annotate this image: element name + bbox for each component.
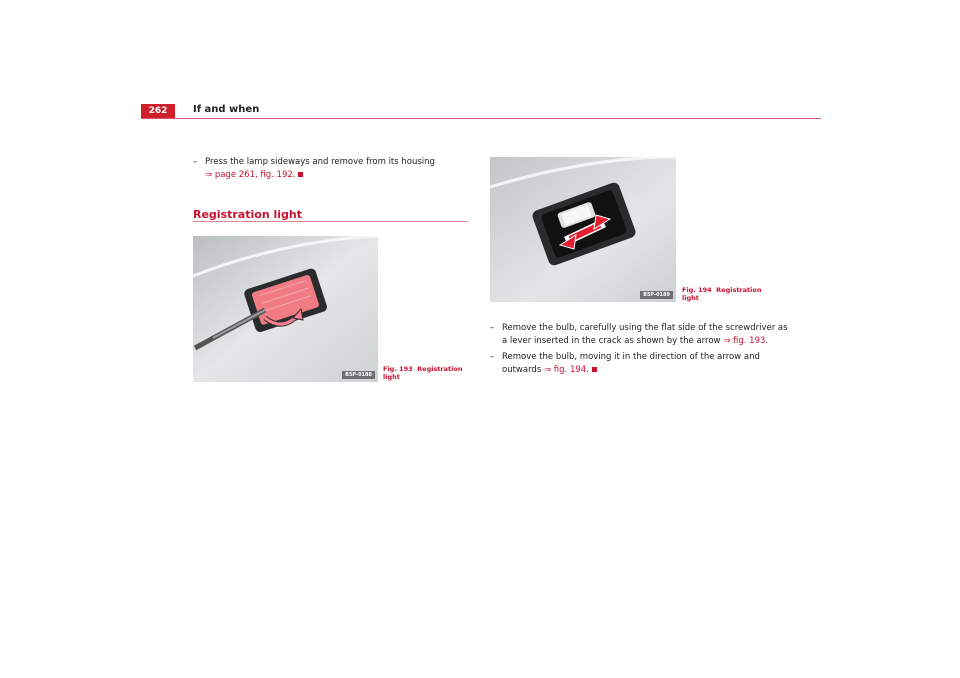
step-dash: – [193,157,198,167]
header-divider [141,118,821,119]
figure-link[interactable]: ⇒ fig. 194 [543,365,587,375]
figure-193 [193,236,378,382]
section-divider [193,221,468,222]
step-text: Press the lamp sideways and remove from its housing [205,157,435,167]
figure-code: B5P-0189 [640,291,673,299]
figure-194 [490,157,676,302]
end-marker-icon [592,367,597,372]
step-text: Remove the bulb, moving it in the direction of the arrow and outwards [502,352,760,375]
figure-number: Fig. 193 [383,365,413,373]
end-marker-icon [298,172,303,177]
figure-193-caption [383,365,473,381]
step-remove-bulb-outwards: – Remove the bulb, moving it in the direction of the arrow and outwards ⇒ fig. 194. [490,352,760,375]
registration-light-bulb-illustration [490,157,676,302]
figure-caption-text: Registration light [682,286,762,302]
figure-code: B5P-0188 [342,371,375,379]
page-link[interactable]: ⇒ page 261, fig. 192 [205,170,293,180]
chapter-title: If and when [193,104,260,115]
page-number: 262 [141,104,175,118]
step-remove-bulb-lever: – Remove the bulb, carefully using the flat side of the screwdriver as a lever inserted in the crack as shown by the arrow ⇒ fig. 193. [490,323,788,346]
figure-caption-text: Registration light [383,365,463,381]
figure-194-caption [682,286,772,302]
step-dash: – [490,323,495,333]
step-press-lamp: – Press the lamp sideways and remove from its housing ⇒ page 261, fig. 192. [193,157,435,180]
figure-number: Fig. 194 [682,286,712,294]
step-dash: – [490,352,495,362]
step-text: Remove the bulb, carefully using the flat side of the screwdriver as a lever inserted in the crack as shown by the arrow [502,323,788,346]
figure-link[interactable]: ⇒ fig. 193 [723,336,766,346]
registration-light-screwdriver-illustration [193,236,378,382]
section-title: Registration light [193,208,302,221]
